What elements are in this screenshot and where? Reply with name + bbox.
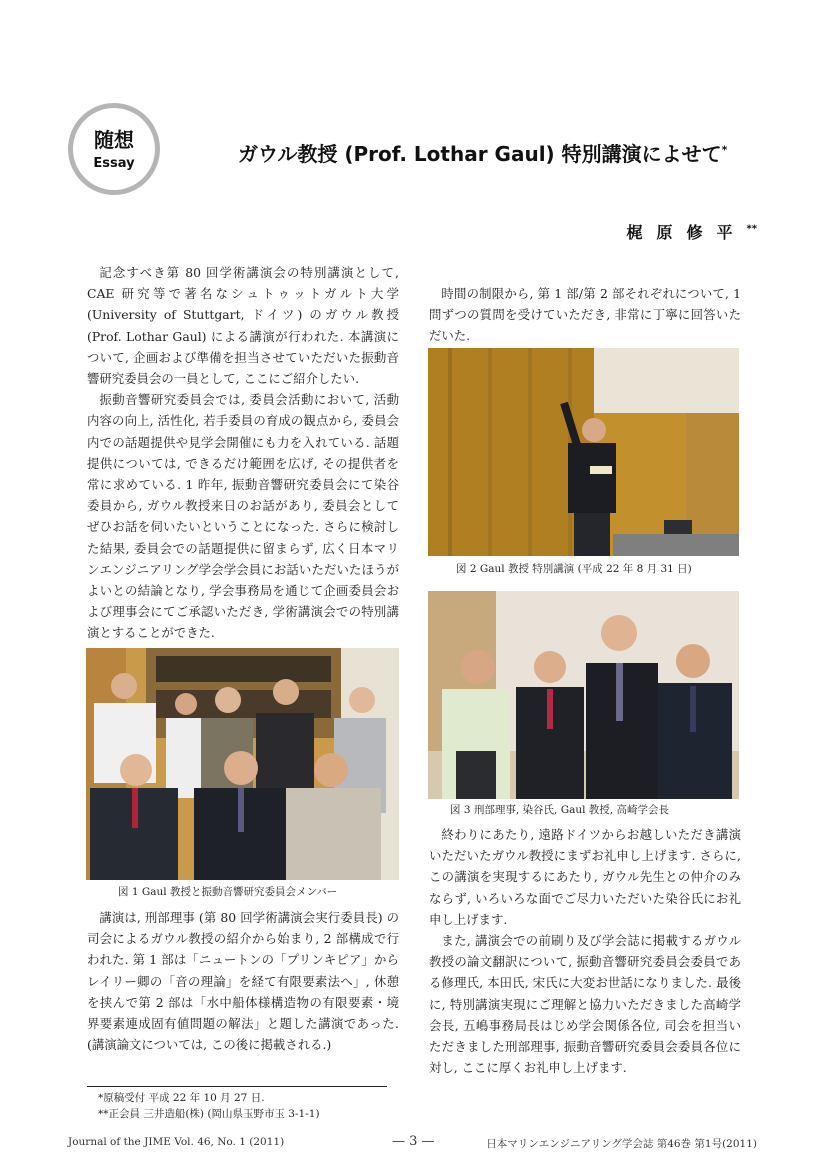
- figure-3-photo: [428, 591, 739, 799]
- figure-2-caption: 図 2 Gaul 教授 特別講演 (平成 22 年 8 月 31 日): [456, 563, 692, 575]
- right-column-bottom: [429, 824, 741, 1078]
- footnote-rule: [87, 1086, 387, 1087]
- footer-journal-jp: 日本マリンエンジニアリング学会誌 第46巻 第1号(2011): [486, 1138, 757, 1150]
- essay-badge: [68, 103, 160, 195]
- paragraph: 記念すべき第 80 回学術講演会の特別講演として, CAE 研究等で著名なシュトゥットガルト大学 (University of Stuttgart, ドイツ) のガウル教授 (Prof. Lothar Gaul) による講演が行われた. 本講演について, 企画および準備を担当させていただいた振動音響研究委員会の一員として, ここにご紹介したい.: [87, 265, 399, 387]
- author-footnote-mark: **: [746, 223, 757, 235]
- badge-jp-label: 随想: [94, 128, 134, 152]
- paragraph: 終わりにあたり, 遠路ドイツからお越しいただき講演いただいたガウル教授にまずお礼申し上げます. さらに, この講演を実現するにあたり, ガウル先生との仲介のみならず, いろいろな面でご尽力いただいた染谷氏にお礼申し上げます.: [429, 827, 741, 927]
- footnote-member: **正会員 三井造船(株) (岡山県玉野市玉 3-1-1): [98, 1108, 320, 1120]
- paragraph: 講演は, 刑部理事 (第 80 回学術講演会実行委員長) の司会によるガウル教授の紹介から始まり, 2 部構成で行われた. 第 1 部は「ニュートンの「プリンキピア」からレイリー卿の「音の理論」を経て有限要素法へ」, 休憩を挟んで第 2 部は「水中船体様構造物の有限要素・境界要素連成固有値問題の解法」と題した講演であった. (講演論文については, この後に掲載される.): [87, 910, 399, 1053]
- figure-2-photo: [428, 348, 739, 556]
- lecture-photo: [428, 348, 739, 556]
- paragraph: また, 講演会での前刷り及び学会誌に掲載するガウル教授の論文翻訳について, 振動音響研究委員会委員である修理氏, 本田氏, 宋氏に大変お世話になりました. 最後に, 特別講演実現にご理解と協力いただきました高崎学会長, 五嶋事務局長はじめ学会関係各位, 司会を担当いただきました刑部理事, 振動音響研究委員会委員各位に対し, ここに厚くお礼申し上げます.: [429, 933, 741, 1076]
- author-name: [627, 220, 757, 243]
- left-column-bottom: [87, 907, 399, 1055]
- left-column-top: [87, 262, 399, 644]
- four-men-photo: [428, 591, 739, 799]
- article-title-text: ガウル教授 (Prof. Lothar Gaul) 特別講演によせて: [238, 142, 722, 166]
- badge-en-label: Essay: [93, 156, 135, 171]
- right-column-top: [429, 283, 741, 347]
- paragraph: 時間の制限から, 第 1 部/第 2 部それぞれについて, 1 問ずつの質問を受けていただき, 非常に丁寧に回答いただいた.: [429, 286, 741, 344]
- title-footnote-mark: *: [721, 143, 728, 157]
- author-name-text: 梶原修平: [626, 223, 747, 242]
- footnote-received: *原稿受付 平成 22 年 10 月 27 日.: [98, 1092, 265, 1104]
- article-title: [238, 138, 727, 167]
- figure-1-caption: 図 1 Gaul 教授と振動音響研究委員会メンバー: [118, 886, 338, 898]
- figure-3-caption: 図 3 刑部理事, 染谷氏, Gaul 教授, 高崎学会長: [450, 804, 669, 816]
- essay-badge-inner: [73, 108, 155, 190]
- footer-journal: Journal of the JIME Vol. 46, No. 1 (2011): [68, 1136, 285, 1148]
- group-photo-committee: [86, 648, 399, 880]
- paragraph: 振動音響研究委員会では, 委員会活動において, 活動内容の向上, 活性化, 若手委員の育成の観点から, 委員会内での話題提供や見学会開催にも力を入れている. 話題提供については, できるだけ範囲を広げ, その提供者を常に求めている. 1 昨年, 振動音響研究委員会にて染谷委員から, ガウル教授来日のお話があり, 委員会としてぜひお話を伺いたいということになった. さらに検討した結果, 委員会での話題提供に留まらず, 広く日本マリンエンジニアリング学会学会員にお話いただいたほうがよいとの結論となり, 学会事務局を通じて企画委員会および理事会にてご承認いただき, 学術講演会での特別講演とすることができた.: [87, 392, 399, 641]
- figure-1-photo: [86, 648, 399, 880]
- footer-page-number: — 3 —: [392, 1134, 435, 1149]
